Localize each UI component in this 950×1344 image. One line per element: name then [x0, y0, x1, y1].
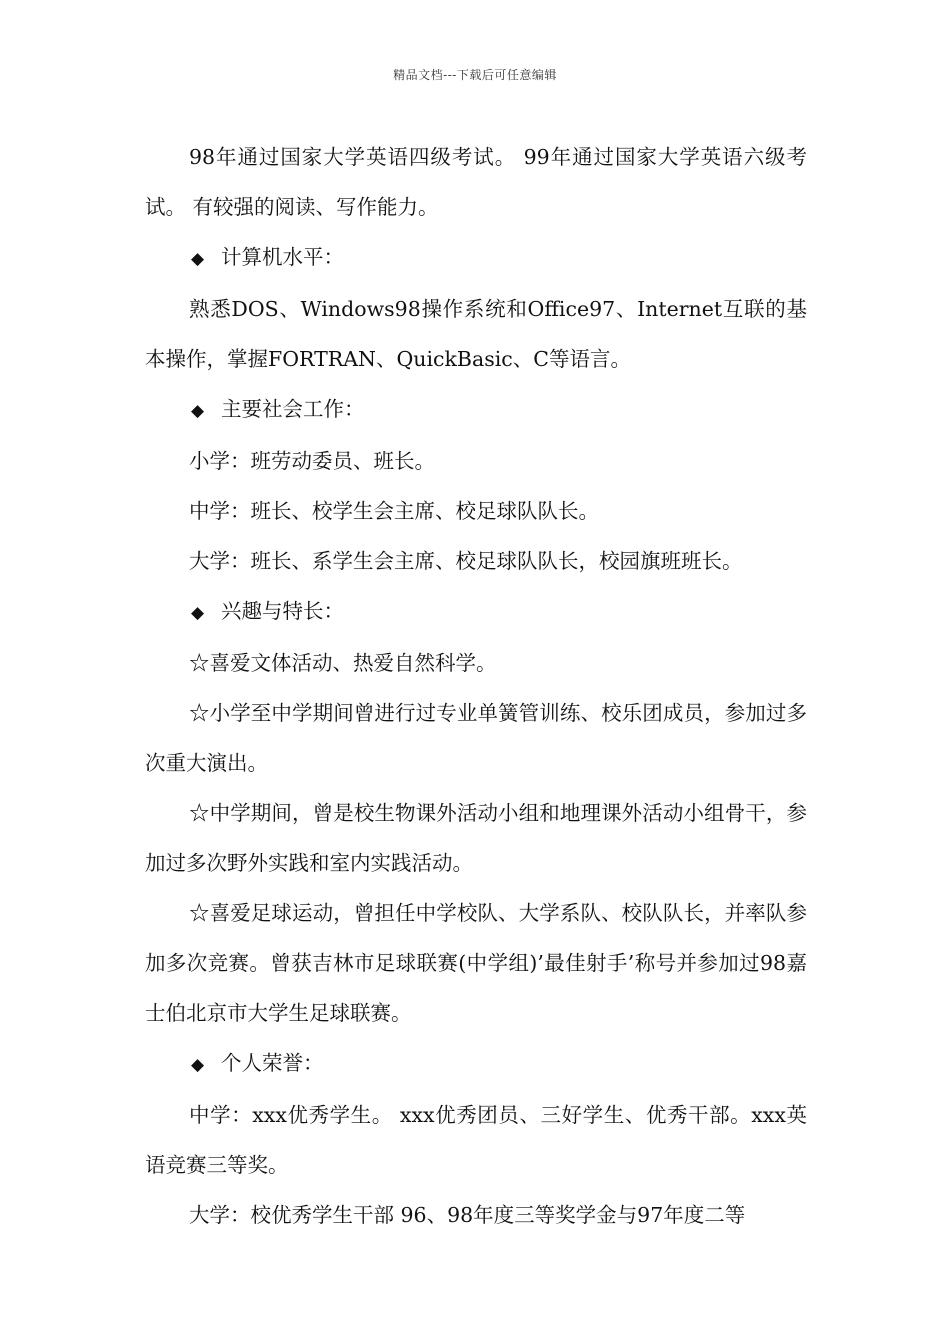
paragraph-interest-3: ☆中学期间，曾是校生物课外活动小组和地理课外活动小组骨干，参加过多次野外实践和室内实践活动。 [145, 801, 807, 875]
paragraph-english: 98年通过国家大学英语四级考试。 99年通过国家大学英语六级考试。 有较强的阅读、写作能力。 [145, 145, 807, 219]
paragraph-social-college: 大学：班长、系学生会主席、校足球队队长，校园旗班班长。 [189, 549, 743, 573]
diamond-icon: ◆ [191, 401, 205, 421]
section-heading-social [145, 384, 807, 436]
section-heading-interest [145, 586, 807, 638]
paragraph-computer: 熟悉DOS、Windows98操作系统和Office97、Internet互联的基本操作，掌握FORTRAN、QuickBasic、C等语言。 [145, 297, 807, 371]
diamond-icon: ◆ [191, 249, 205, 269]
paragraph-social-middle: 中学：班长、校学生会主席、校足球队队长。 [189, 499, 599, 523]
section-heading-honor [145, 1038, 807, 1090]
heading-label: 兴趣与特长： [221, 599, 344, 623]
paragraph-honor-middle: 中学：xxx优秀学生。 xxx优秀团员、三好学生、优秀干部。xxx英语竞赛三等奖。 [145, 1103, 807, 1177]
paragraph-social-primary: 小学：班劳动委员、班长。 [189, 449, 435, 473]
paragraph-interest-1: ☆喜爱文体活动、热爱自然科学。 [189, 651, 497, 675]
paragraph-honor-college: 大学：校优秀学生干部 96、98年度三等奖学金与97年度二等 [189, 1203, 746, 1227]
section-heading-computer [145, 232, 807, 284]
diamond-icon: ◆ [191, 1055, 205, 1075]
heading-label: 计算机水平： [221, 245, 344, 269]
document-body [145, 132, 807, 1240]
diamond-icon: ◆ [191, 603, 205, 623]
paragraph-interest-2: ☆小学至中学期间曾进行过专业单簧管训练、校乐团成员，参加过多次重大演出。 [145, 701, 807, 775]
paragraph-interest-4: ☆喜爱足球运动，曾担任中学校队、大学系队、校队队长，并率队参加多次竞赛。曾获吉林市足球联赛(中学组)’最佳射手’称号并参加过98嘉士伯北京市大学生足球联赛。 [145, 901, 807, 1025]
page-header: 精品文档---下载后可任意编辑 [393, 68, 557, 82]
heading-label: 主要社会工作： [221, 397, 365, 421]
heading-label: 个人荣誉： [221, 1051, 324, 1075]
